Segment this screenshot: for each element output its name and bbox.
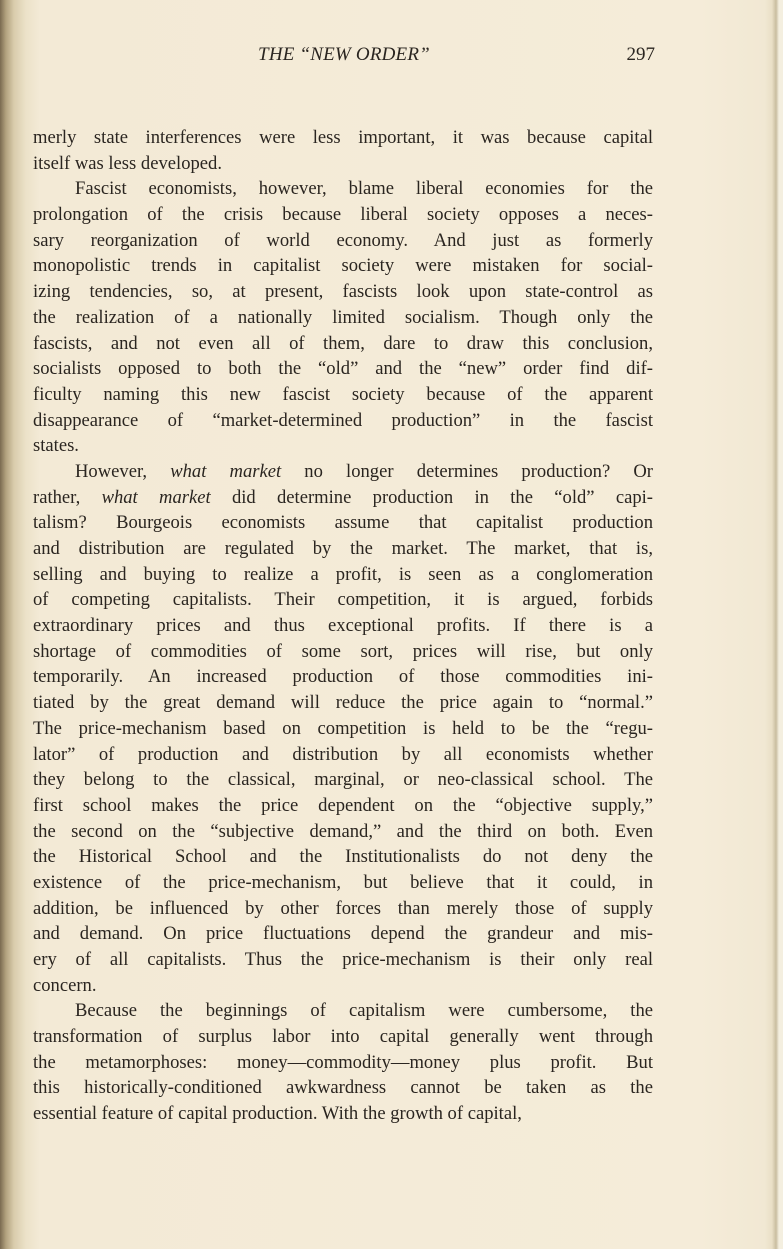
italic-text: what market [101,486,211,508]
text-line [33,1050,653,1076]
text-span: tiated by the great demand will reduce the price again to “normal.” [33,692,653,714]
text-line [33,253,653,279]
chapter-title: THE “NEW ORDER” [258,44,430,65]
text-line [33,408,653,434]
text-span: shortage of commodities of some sort, prices will rise, but only [33,640,653,662]
text-line [33,844,653,870]
text-span: merly state interferences were less important, it was because capital [33,127,653,148]
text-line [33,331,653,357]
text-span: and demand. On price fluctuations depend the grandeur and mis- [33,923,653,945]
italic-text: what market [170,460,282,482]
text-span: monopolistic trends in capitalist society were mistaken for social- [33,255,653,277]
text-span: they belong to the classical, marginal, or neo-classical school. The [33,769,653,791]
text-span: the metamorphoses: money—commodity—money plus profit. But [33,1051,653,1073]
text-line [33,485,653,511]
text-line [33,202,653,228]
text-span: rather, [33,486,102,508]
text-span: the realization of a nationally limited socialism. Though only the [33,306,653,328]
text-line [33,125,653,151]
text-line [33,176,653,202]
text-span: the Historical School and the Institutionalists do not deny the [33,846,653,868]
text-span: ery of all capitalists. Thus the price-mechanism is their only real [33,949,653,970]
text-span: However, [75,460,171,482]
text-line [33,690,653,716]
text-line [33,382,653,408]
text-line [33,587,653,613]
text-line [33,639,653,665]
text-line [33,716,653,742]
text-span: izing tendencies, so, at present, fascists look upon state-control as [33,281,653,303]
text-line [33,921,653,947]
text-line [33,998,653,1024]
text-line [33,433,653,459]
text-span: prolongation of the crisis because liberal society opposes a neces- [33,204,653,226]
text-line [33,510,653,536]
text-span: itself was less developed. [33,152,222,174]
text-span: disappearance of “market-determined production” in the fascist [33,409,653,431]
text-line [33,664,653,690]
text-line [33,151,653,177]
text-line [33,228,653,254]
text-span: of competing capitalists. Their competition, it is argued, forbids [33,589,653,611]
text-span: Because the beginnings of capitalism were cumbersome, the [75,1000,653,1022]
text-span: The price-mechanism based on competition is held to be the “regu- [33,717,653,739]
text-line [33,459,653,485]
text-line [33,819,653,845]
text-span: selling and buying to realize a profit, is seen as a conglomeration [33,563,653,585]
text-line [33,562,653,588]
paragraph [33,998,653,1126]
text-line [33,947,653,973]
text-line [33,279,653,305]
text-line [33,973,653,999]
text-span: socialists opposed to both the “old” and the “new” order find dif- [33,358,653,380]
text-span: and distribution are regulated by the market. The market, that is, [33,538,653,559]
paragraph [33,176,653,459]
text-line [33,1024,653,1050]
text-span: talism? Bourgeois economists assume that capitalist production [33,512,653,534]
text-line [33,305,653,331]
paragraph [33,125,653,176]
text-span: no longer determines production? Or [281,460,653,482]
text-line [33,356,653,382]
text-span: this historically-conditioned awkwardness cannot be taken as the [33,1077,653,1099]
text-span: lator” of production and distribution by all economists whether [33,743,653,765]
text-span: essential feature of capital production. With the growth of capital, [33,1103,522,1125]
text-span: Fascist economists, however, blame liberal economies for the [75,178,653,200]
text-span: concern. [33,974,97,996]
body-text [33,125,653,1127]
text-span: sary reorganization of world economy. And just as formerly [33,229,653,251]
text-span: states. [33,435,79,457]
paragraph [33,459,653,998]
text-line [33,767,653,793]
running-head [33,40,655,70]
text-span: did determine production in the “old” capi- [210,486,653,508]
text-span: transformation of surplus labor into capital generally went through [33,1026,653,1048]
text-span: temporarily. An increased production of those commodities ini- [33,666,653,688]
text-span: the second on the “subjective demand,” and the third on both. Even [33,820,653,842]
text-line [33,896,653,922]
text-span: existence of the price-mechanism, but believe that it could, in [33,871,653,893]
text-line [33,793,653,819]
text-line [33,1075,653,1101]
text-span: addition, be influenced by other forces than merely those of supply [33,897,653,919]
text-line [33,613,653,639]
page-number: 297 [626,44,655,65]
text-span: fascists, and not even all of them, dare to draw this conclusion, [33,332,653,354]
text-line [33,536,653,562]
text-span: ficulty naming this new fascist society because of the apparent [33,383,653,405]
text-span: first school makes the price dependent on the “objective supply,” [33,794,653,816]
text-line [33,870,653,896]
text-line [33,742,653,768]
text-span: extraordinary prices and thus exceptional profits. If there is a [33,615,653,637]
text-line [33,1101,653,1127]
